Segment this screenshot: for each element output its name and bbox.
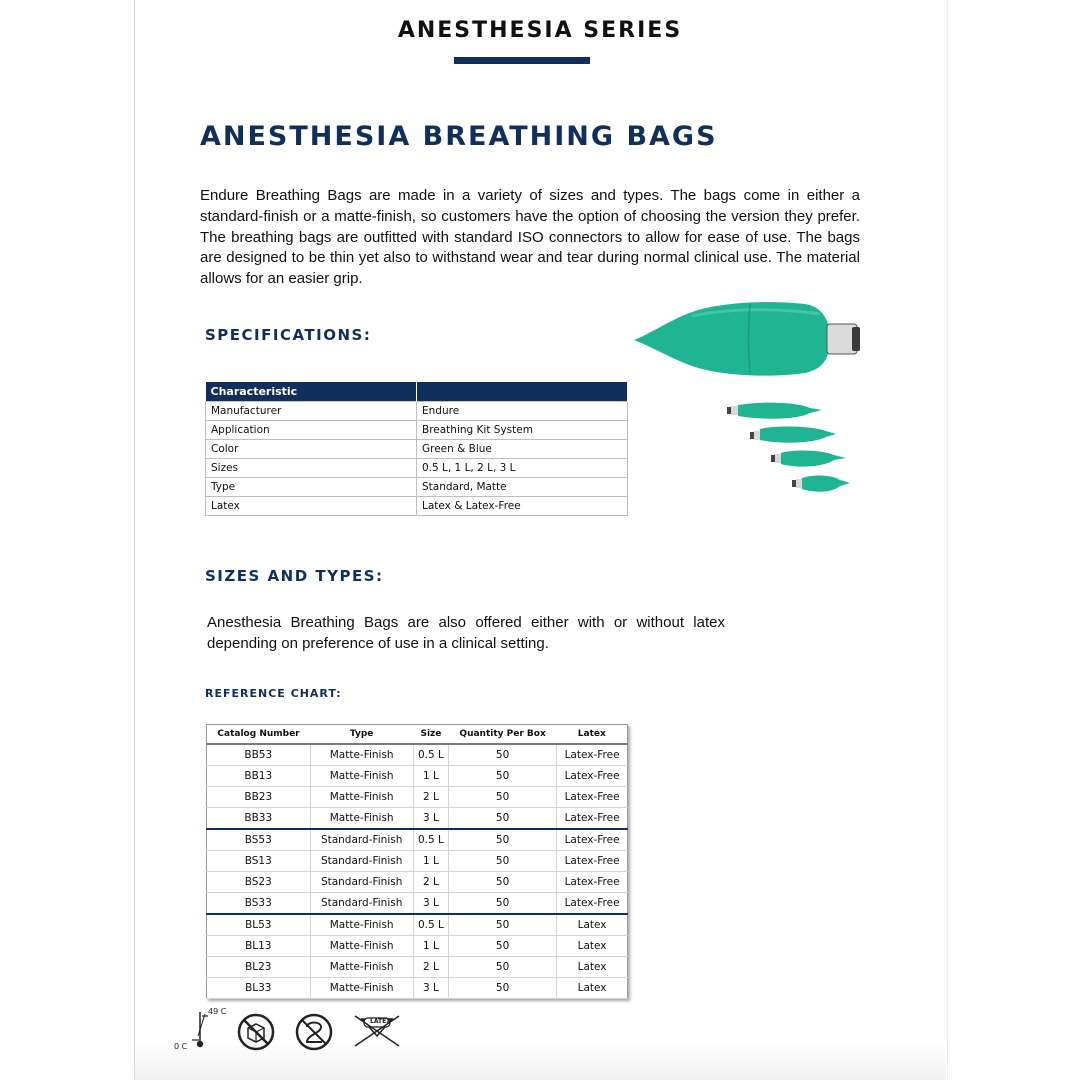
table-cell: BL33 (207, 978, 311, 999)
table-cell: BB13 (207, 766, 311, 787)
latex-label: LATEX (370, 1018, 391, 1025)
table-cell: Breathing Kit System (417, 421, 628, 440)
table-cell: Matte-Finish (310, 936, 413, 957)
breathing-bag-sizes-image (722, 398, 856, 502)
table-cell: 3 L (413, 808, 448, 830)
table-cell: BL13 (207, 936, 311, 957)
table-cell: BL23 (207, 957, 311, 978)
table-cell: Latex (557, 957, 628, 978)
reference-chart-body (207, 744, 628, 999)
table-cell: Standard-Finish (310, 829, 413, 851)
table-row (207, 829, 628, 851)
table-row (207, 808, 628, 830)
sizes-types-paragraph: Anesthesia Breathing Bags are also offered either with or without latex depending on preference of use in a clinical setting. (207, 614, 725, 652)
table-cell: Latex (557, 978, 628, 999)
breathing-bag-large-image (630, 296, 870, 380)
table-cell: Latex (557, 914, 628, 936)
table-header-cell: Characteristic (206, 382, 417, 402)
table-row (207, 914, 628, 936)
table-cell: Matte-Finish (310, 787, 413, 808)
table-cell: Matte-Finish (310, 808, 413, 830)
table-cell: 50 (449, 957, 557, 978)
table-cell: 3 L (413, 978, 448, 999)
table-cell: Latex & Latex-Free (417, 497, 628, 516)
table-header-row (207, 725, 628, 745)
table-cell: BS13 (207, 851, 311, 872)
table-cell: 50 (449, 787, 557, 808)
table-cell: 50 (449, 851, 557, 872)
table-row (206, 497, 628, 516)
table-cell: 0.5 L (413, 914, 448, 936)
table-cell: Color (206, 440, 417, 459)
specifications-table (205, 382, 628, 516)
table-cell: 1 L (413, 851, 448, 872)
table-header-cell: Quantity Per Box (449, 725, 557, 745)
table-cell: BS33 (207, 893, 311, 915)
table-cell: Matte-Finish (310, 766, 413, 787)
table-cell: 50 (449, 766, 557, 787)
table-row (207, 936, 628, 957)
table-cell: 0.5 L (413, 829, 448, 851)
table-row (207, 893, 628, 915)
table-cell: Latex-Free (557, 766, 628, 787)
table-cell: Type (206, 478, 417, 497)
table-row (206, 421, 628, 440)
table-row (207, 978, 628, 999)
table-cell: 3 L (413, 893, 448, 915)
table-cell: Latex (206, 497, 417, 516)
keep-dry-icon (236, 1012, 276, 1052)
table-header-cell: Catalog Number (207, 725, 311, 745)
table-cell: BB33 (207, 808, 311, 830)
table-cell: Sizes (206, 459, 417, 478)
table-header-cell: Type (310, 725, 413, 745)
symbols-row (170, 1004, 430, 1060)
table-header-cell (417, 382, 628, 402)
sizes-types-heading: SIZES AND TYPES: (205, 567, 384, 585)
table-cell: 50 (449, 978, 557, 999)
table-cell: Matte-Finish (310, 957, 413, 978)
table-cell: 2 L (413, 957, 448, 978)
table-cell: 2 L (413, 787, 448, 808)
table-cell: Standard, Matte (417, 478, 628, 497)
table-cell: BB23 (207, 787, 311, 808)
table-cell: Latex (557, 936, 628, 957)
table-cell: Matte-Finish (310, 744, 413, 766)
table-cell: 0.5 L (413, 744, 448, 766)
table-cell: Latex-Free (557, 808, 628, 830)
table-cell: Latex-Free (557, 829, 628, 851)
table-cell: Matte-Finish (310, 978, 413, 999)
table-cell: Latex-Free (557, 787, 628, 808)
table-header-row (206, 382, 628, 402)
table-cell: BS23 (207, 872, 311, 893)
table-row (207, 957, 628, 978)
table-cell: 1 L (413, 936, 448, 957)
temp-max-label: 49 C (208, 1007, 227, 1016)
table-cell: 2 L (413, 872, 448, 893)
table-cell: 50 (449, 808, 557, 830)
table-cell: 0.5 L, 1 L, 2 L, 3 L (417, 459, 628, 478)
temp-min-label: 0 C (174, 1042, 188, 1051)
table-cell: Application (206, 421, 417, 440)
table-cell: Standard-Finish (310, 872, 413, 893)
table-cell: 50 (449, 744, 557, 766)
table-cell: BS53 (207, 829, 311, 851)
table-row (206, 478, 628, 497)
table-row (207, 872, 628, 893)
table-cell: Latex-Free (557, 893, 628, 915)
intro-paragraph: Endure Breathing Bags are made in a variety of sizes and types. The bags come in either a standard-finish or a matte-finish, so customers have the option of choosing the version they prefer. The breathing bags are outfitted with standard ISO connectors to allow for ease of use. The bags are designed to be thin yet also to withstand wear and tear during normal clinical use. The material allows for an easier grip. (200, 187, 860, 288)
table-row (206, 459, 628, 478)
table-cell: Standard-Finish (310, 893, 413, 915)
table-header-cell: Size (413, 725, 448, 745)
reference-chart-table (206, 724, 628, 999)
table-cell: Latex-Free (557, 872, 628, 893)
table-row (207, 766, 628, 787)
table-cell: 50 (449, 936, 557, 957)
series-title-underline (454, 57, 590, 64)
table-cell: Standard-Finish (310, 851, 413, 872)
table-cell: 50 (449, 872, 557, 893)
table-cell: Latex-Free (557, 744, 628, 766)
table-row (207, 744, 628, 766)
table-cell: 50 (449, 914, 557, 936)
table-cell: Manufacturer (206, 402, 417, 421)
table-row (207, 787, 628, 808)
table-cell: 50 (449, 893, 557, 915)
series-title: ANESTHESIA SERIES (397, 18, 683, 43)
table-cell: 1 L (413, 766, 448, 787)
table-row (207, 851, 628, 872)
specifications-heading: SPECIFICATIONS: (205, 326, 372, 344)
reference-chart-heading: REFERENCE CHART: (205, 687, 342, 700)
table-cell: Matte-Finish (310, 914, 413, 936)
table-header-cell: Latex (557, 725, 628, 745)
table-cell: BB53 (207, 744, 311, 766)
table-cell: BL53 (207, 914, 311, 936)
do-not-reuse-icon (294, 1012, 334, 1052)
table-cell: Endure (417, 402, 628, 421)
table-cell: 50 (449, 829, 557, 851)
page-title: ANESTHESIA BREATHING BAGS (200, 121, 718, 152)
table-row (206, 440, 628, 459)
table-cell: Latex-Free (557, 851, 628, 872)
table-row (206, 402, 628, 421)
table-cell: Green & Blue (417, 440, 628, 459)
